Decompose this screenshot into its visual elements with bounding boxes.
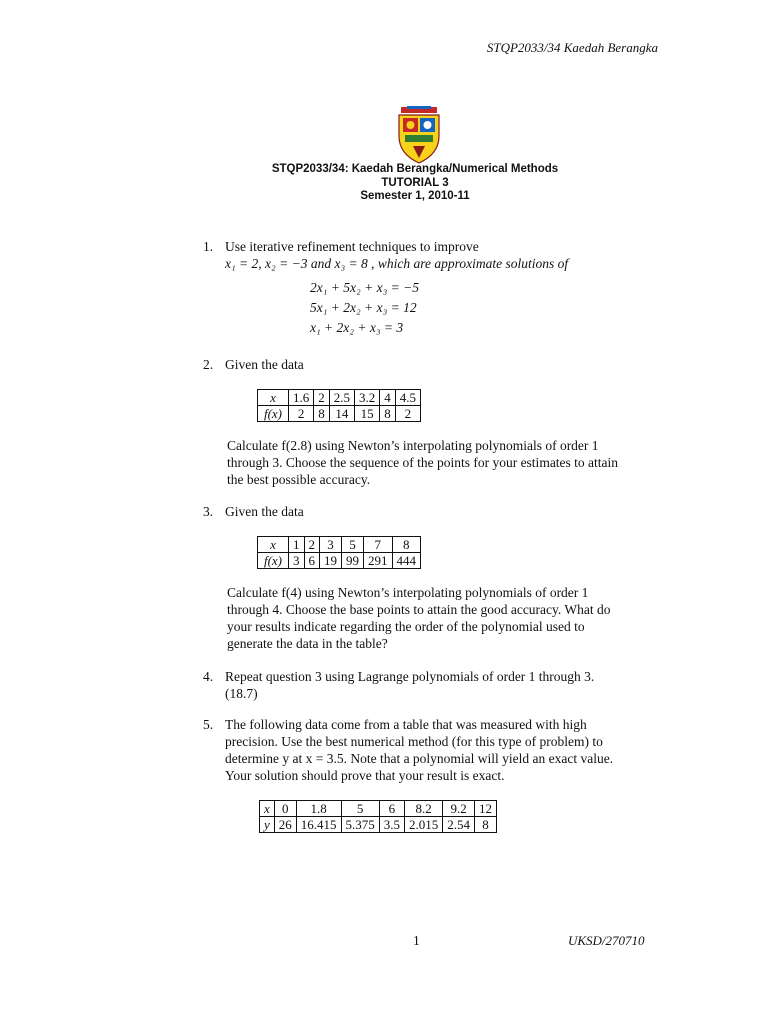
- table-cell: 3.5: [379, 817, 404, 833]
- question-text: x₁ = 2, x₂ = −3 and x₃ = 8 , which are approximate solutions of: [225, 256, 569, 271]
- question-text: determine y at x = 3.5. Note that a polynomial will yield an exact value.: [225, 751, 614, 766]
- table-cell: 1.6: [289, 390, 314, 406]
- table-cell: 19: [320, 553, 342, 569]
- question-text: precision. Use the best numerical method (for this type of problem) to: [225, 734, 603, 749]
- question-number: 4.: [203, 669, 214, 684]
- table-cell: 2: [314, 390, 330, 406]
- question-text: your results indicate regarding the order of the polynomial used to: [227, 619, 585, 634]
- table-cell: 9.2: [443, 801, 475, 817]
- table-cell: 5: [342, 537, 364, 553]
- table-cell: 2.5: [329, 390, 354, 406]
- table-cell: 8: [392, 537, 421, 553]
- table-cell: 2.54: [443, 817, 475, 833]
- question-number: 5.: [203, 717, 214, 732]
- table-cell: 1: [289, 537, 305, 553]
- title-tutorial: TUTORIAL 3: [381, 176, 449, 189]
- data-table-q3: [257, 536, 421, 569]
- question-number: 2.: [203, 357, 214, 372]
- table-cell: 3.2: [355, 390, 380, 406]
- question-text: through 3. Choose the sequence of the points for your estimates to attain: [227, 455, 619, 470]
- table-cell: 5: [341, 801, 379, 817]
- table-cell: 6: [304, 553, 320, 569]
- table-cell: 291: [364, 553, 393, 569]
- question-text: Use iterative refinement techniques to improve: [225, 239, 479, 254]
- table-cell: 4: [380, 390, 396, 406]
- table-cell: 8: [380, 406, 396, 422]
- table-row: [260, 801, 497, 817]
- question-text: the best possible accuracy.: [227, 472, 371, 487]
- table-cell: 3: [320, 537, 342, 553]
- title-semester: Semester 1, 2010-11: [360, 190, 470, 202]
- table-cell: 4.5: [395, 390, 420, 406]
- table-cell: 3: [289, 553, 305, 569]
- question-text: (18.7): [225, 686, 258, 701]
- table-row: [258, 390, 421, 406]
- equation-2: 5x₁ + 2x₂ + x₃ = 12: [310, 300, 417, 315]
- university-crest-logo: [397, 106, 441, 164]
- question-text: Given the data: [225, 504, 304, 519]
- table-cell: 2: [395, 406, 420, 422]
- question-text: Repeat question 3 using Lagrange polynomials of order 1 through 3.: [225, 669, 595, 684]
- document-title: [0, 163, 768, 204]
- table-row: [258, 406, 421, 422]
- table-cell: f(x): [258, 406, 289, 422]
- equation-3: x₁ + 2x₂ + x₃ = 3: [310, 320, 404, 335]
- header-course-code: STQP2033/34 Kaedah Berangka: [486, 40, 658, 55]
- question-text: The following data come from a table that was measured with high: [225, 717, 587, 732]
- table-cell: 2: [304, 537, 320, 553]
- table-cell: 8.2: [405, 801, 443, 817]
- question-text: Calculate f(4) using Newton’s interpolating polynomials of order 1: [227, 585, 589, 600]
- table-row: [258, 553, 421, 569]
- table-cell: 0: [274, 801, 296, 817]
- data-table-q2: [257, 389, 421, 422]
- table-cell: 8: [314, 406, 330, 422]
- table-cell: 5.375: [341, 817, 379, 833]
- question-text: Given the data: [225, 357, 304, 372]
- table-cell: 7: [364, 537, 393, 553]
- table-cell: 2.015: [405, 817, 443, 833]
- table-cell: x: [258, 537, 289, 553]
- table-cell: 444: [392, 553, 421, 569]
- question-text: Calculate f(2.8) using Newton’s interpolating polynomials of order 1: [227, 438, 599, 453]
- title-course: STQP2033/34: Kaedah Berangka/Numerical Methods: [271, 163, 559, 175]
- table-row: [258, 537, 421, 553]
- equation-1: 2x₁ + 5x₂ + x₃ = −5: [310, 280, 419, 295]
- table-cell: x: [258, 390, 289, 406]
- equation-system: [310, 278, 419, 338]
- page-number: 1: [413, 933, 420, 948]
- table-cell: 26: [274, 817, 296, 833]
- table-cell: x: [260, 801, 275, 817]
- question-number: 3.: [203, 504, 214, 519]
- question-text: generate the data in the table?: [227, 636, 388, 651]
- table-cell: 6: [379, 801, 404, 817]
- table-cell: 1.8: [296, 801, 341, 817]
- footer-document-code: UKSD/270710: [568, 933, 645, 948]
- table-cell: y: [260, 817, 275, 833]
- table-cell: 99: [342, 553, 364, 569]
- table-row: [260, 817, 497, 833]
- question-number: 1.: [203, 239, 214, 254]
- data-table-q5: [259, 800, 497, 833]
- table-cell: 2: [289, 406, 314, 422]
- question-text: Your solution should prove that your result is exact.: [225, 768, 505, 783]
- table-cell: 8: [475, 817, 497, 833]
- table-cell: 12: [475, 801, 497, 817]
- question-text: through 4. Choose the base points to attain the good accuracy. What do: [227, 602, 611, 617]
- question-3-body: [227, 584, 667, 652]
- table-cell: 14: [329, 406, 354, 422]
- table-cell: f(x): [258, 553, 289, 569]
- question-2-body: [227, 437, 667, 488]
- table-cell: 15: [355, 406, 380, 422]
- table-cell: 16.415: [296, 817, 341, 833]
